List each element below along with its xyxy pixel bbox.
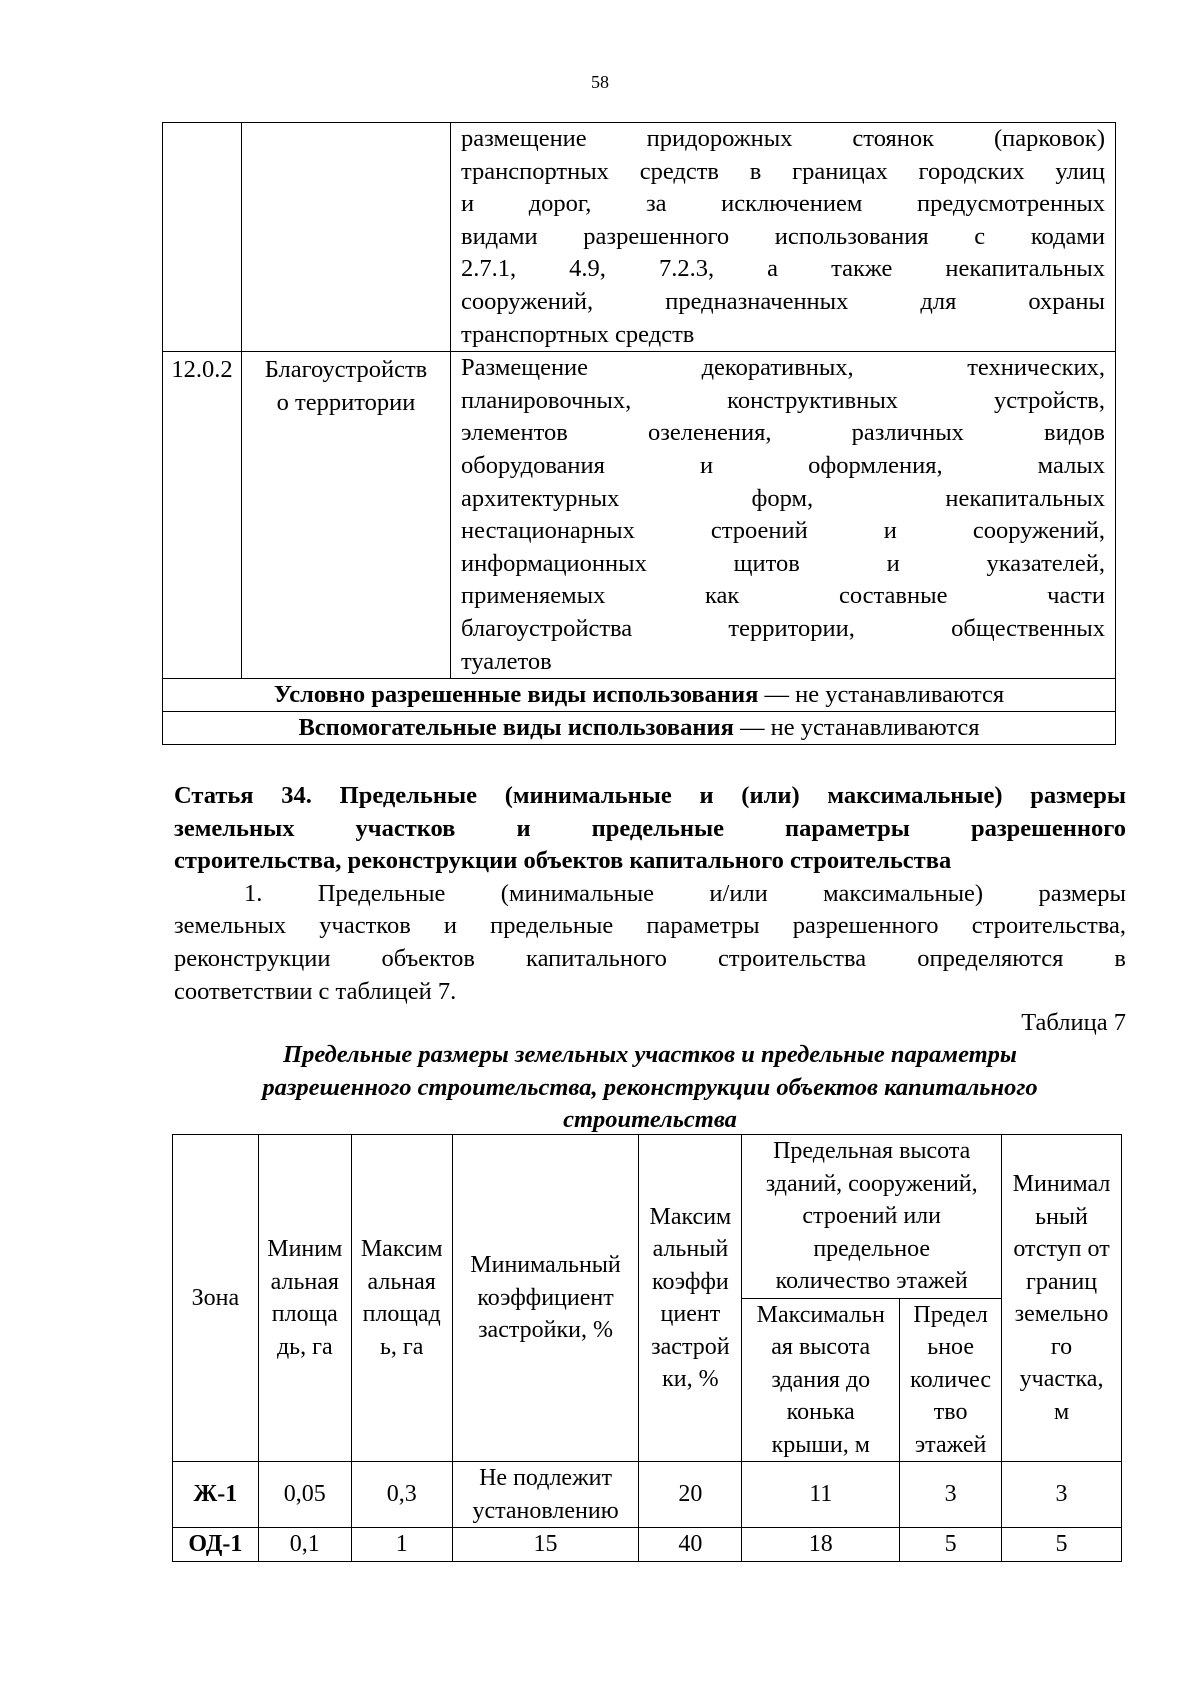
table-row [163, 712, 1116, 745]
header-line: ьное [927, 1334, 974, 1360]
header-line: участка, [1019, 1366, 1104, 1392]
header-line: м [1053, 1398, 1070, 1425]
zone-cell: ОД-1 [173, 1528, 259, 1562]
article-paragraph [174, 878, 1126, 1008]
header-line: площад [362, 1301, 441, 1327]
article-34 [174, 780, 1126, 1008]
header-line: отступ от [1013, 1236, 1110, 1262]
conditional-uses-label: Условно разрешенные виды использования [273, 681, 759, 709]
header-line: Максим [360, 1236, 443, 1262]
description-line: размещение придорожных стоянок (парковок) [461, 125, 1105, 152]
header-zone: Зона [173, 1135, 259, 1462]
header-line: коэффи [652, 1268, 729, 1295]
header-line: границ [1026, 1268, 1098, 1295]
table-label: Таблица 7 [1021, 1009, 1126, 1036]
description-line: оборудования и оформления, малых [461, 451, 1105, 479]
code-cell: 12.0.2 [163, 352, 242, 679]
description-line: видами разрешенного использования с кодами [461, 222, 1105, 250]
description-line: планировочных, конструктивных устройств, [461, 386, 1105, 414]
title-line: разрешенного строительства, реконструкции объектов капитального [262, 1073, 1038, 1101]
max-height-cell: 11 [742, 1462, 900, 1528]
header-line: здания до [771, 1366, 871, 1393]
max-height-cell: 18 [742, 1528, 900, 1562]
paragraph-line: реконструкции объектов капитального строительства определяются в [174, 944, 1126, 972]
max-coef-cell: 40 [639, 1528, 742, 1562]
name-line: о территории [276, 388, 416, 416]
header-max-area [351, 1135, 452, 1462]
description-cell [451, 352, 1116, 679]
header-line: Минимальный [470, 1252, 621, 1279]
header-line: зданий, сооружений, [765, 1170, 978, 1197]
table-row [173, 1528, 1122, 1562]
header-line: ая высота [771, 1334, 871, 1360]
max-area-cell: 0,3 [351, 1462, 452, 1528]
conditional-uses-row [163, 679, 1116, 712]
paragraph-line: 1. Предельные (минимальные и/или максимальные) размеры [244, 879, 1126, 907]
paragraph-line: земельных участков и предельные параметры разрешенного строительства, [174, 912, 1126, 940]
table-row [173, 1462, 1122, 1528]
header-max-floors [900, 1298, 1002, 1462]
header-min-coef [452, 1135, 639, 1462]
max-area-cell: 1 [351, 1528, 452, 1562]
table-title [174, 1039, 1126, 1137]
title-line: строительства [563, 1106, 737, 1134]
header-line: Предел [913, 1301, 988, 1328]
description-line: Размещение декоративных, технических, [461, 354, 1105, 382]
auxiliary-uses-label: Вспомогательные виды использования [298, 714, 734, 742]
header-line: Максимальн [756, 1301, 885, 1328]
table-7 [172, 1134, 1122, 1562]
name-cell-empty [242, 123, 451, 352]
min-setback-cell: 3 [1002, 1462, 1122, 1528]
table-row [163, 123, 1116, 352]
header-min-setback [1002, 1135, 1122, 1462]
name-line: Благоустройств [264, 356, 428, 384]
header-line: дь, га [276, 1333, 333, 1360]
name-cell [242, 352, 451, 679]
max-coef-cell: 20 [639, 1462, 742, 1528]
page-number: 58 [591, 72, 609, 92]
header-line: предельное [813, 1235, 931, 1262]
header-line: количес [910, 1366, 992, 1393]
header-row [173, 1135, 1122, 1299]
auxiliary-uses-row [163, 712, 1116, 745]
max-floors-cell: 5 [900, 1528, 1002, 1562]
header-line: коэффициент [477, 1284, 614, 1311]
description-line: и дорог, за исключением предусмотренных [461, 190, 1105, 218]
table-row [163, 352, 1116, 679]
header-max-height [742, 1298, 900, 1462]
description-line: применяемых как составные части [461, 582, 1105, 610]
header-line: альная [270, 1268, 339, 1295]
header-line: земельно [1014, 1301, 1109, 1327]
description-cell [451, 123, 1116, 352]
min-setback-cell: 5 [1002, 1528, 1122, 1562]
header-line: альный [652, 1236, 729, 1262]
title-line: Предельные размеры земельных участков и предельные параметры [283, 1041, 1017, 1068]
paragraph-line: соответствии с таблицей 7. [174, 977, 457, 1005]
description-line: 2.7.1, 4.9, 7.2.3, а также некапитальных [461, 255, 1105, 283]
header-line: застрой [651, 1333, 730, 1360]
description-line: нестационарных строений и сооружений, [461, 517, 1105, 545]
description-line: информационных щитов и указателей, [461, 549, 1105, 577]
header-line: крыши, м [771, 1431, 870, 1458]
permitted-uses-table [162, 122, 1116, 745]
article-heading [174, 780, 1126, 878]
zone-cell: Ж-1 [173, 1462, 259, 1528]
description-line: элементов озеленения, различных видов [461, 419, 1105, 447]
header-line: го [1050, 1333, 1073, 1360]
header-line: ь, га [379, 1333, 424, 1360]
header-line: альная [367, 1268, 436, 1295]
auxiliary-uses-value: — не устанавливаются [733, 714, 980, 742]
cell-line: Не подлежит [479, 1465, 612, 1491]
max-floors-cell: 3 [900, 1462, 1002, 1528]
header-line: тво [933, 1399, 968, 1425]
conditional-uses-value: — не устанавливаются [758, 681, 1005, 709]
header-line: строений или [802, 1203, 941, 1229]
header-line: циент [660, 1301, 721, 1327]
header-line: Минимал [1012, 1171, 1111, 1197]
header-height-group [742, 1135, 1002, 1299]
description-line: туалетов [461, 647, 552, 675]
header-min-area [258, 1135, 351, 1462]
header-line: застройки, % [478, 1317, 613, 1344]
heading-line: строительства, реконструкции объектов капитального строительства [174, 847, 952, 875]
header-line: ки, % [662, 1366, 719, 1392]
header-line: этажей [914, 1431, 987, 1458]
min-coef-cell: 15 [452, 1528, 639, 1562]
cell-line: установлению [472, 1497, 619, 1524]
min-coef-cell [452, 1462, 639, 1528]
header-line: Максим [649, 1203, 732, 1230]
header-line: ьный [1035, 1203, 1088, 1230]
description-line: благоустройства территории, общественных [461, 614, 1105, 642]
header-line: количество этажей [775, 1268, 968, 1294]
heading-line: земельных участков и предельные параметры разрешенного [174, 814, 1126, 842]
header-max-coef [639, 1135, 742, 1462]
min-area-cell: 0,05 [258, 1462, 351, 1528]
min-area-cell: 0,1 [258, 1528, 351, 1562]
header-line: Миним [267, 1236, 343, 1262]
description-line: сооружений, предназначенных для охраны [461, 287, 1105, 315]
header-line: конька [786, 1399, 855, 1425]
description-line: транспортных средств в границах городских улиц [461, 157, 1105, 185]
table-row [163, 679, 1116, 712]
header-line: Предельная высота [773, 1138, 971, 1164]
code-cell-empty [163, 123, 242, 352]
description-line: архитектурных форм, некапитальных [461, 484, 1105, 512]
header-line: площа [271, 1301, 338, 1327]
heading-line: Статья 34. Предельные (минимальные и (или) максимальные) размеры [174, 782, 1126, 809]
description-line: транспортных средств [461, 320, 695, 348]
